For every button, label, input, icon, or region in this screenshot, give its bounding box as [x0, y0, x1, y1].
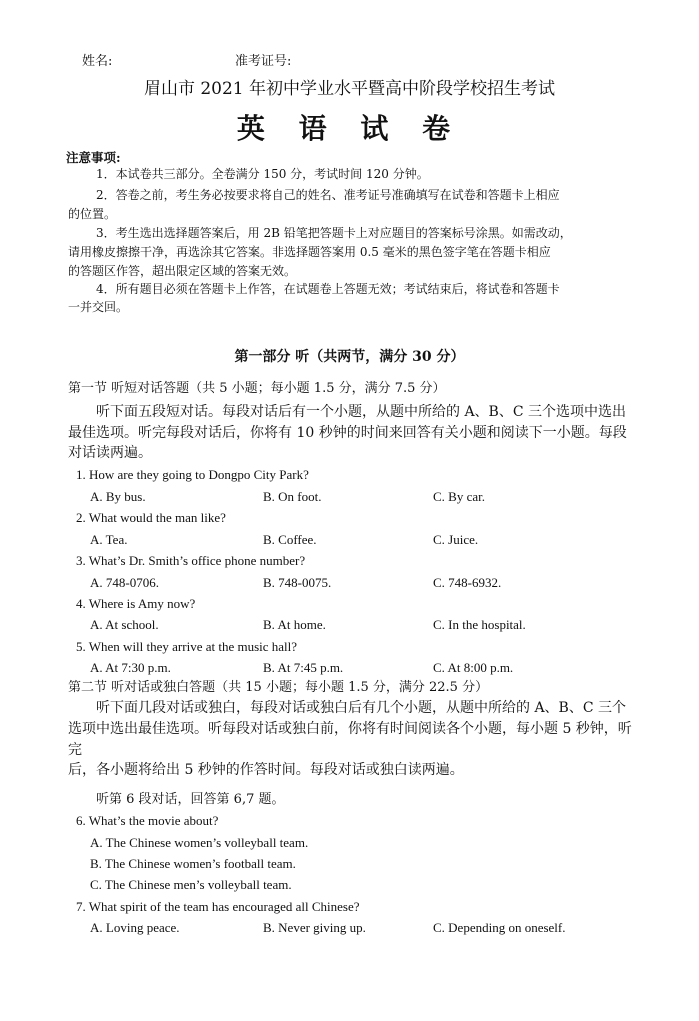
notice-line: 3．考生选出选择题答案后，用 2B 铅笔把答题卡上对应题目的答案标号涂黑。如需改动，	[96, 226, 572, 240]
section-two-instruction: 听下面几段对话或独白，每段对话或独白后有几个小题，从题中所给的 A、B、C 三个	[96, 700, 627, 716]
notice-line: 请用橡皮擦擦干净，再选涂其它答案。非选择题答案用 0.5 毫米的黑色签字笔在答题卡相应	[68, 245, 551, 259]
exam-number-label: 准考证号:	[235, 54, 292, 69]
section-one-instruction: 对话读两遍。	[68, 445, 152, 461]
section-two-instruction: 完	[68, 742, 82, 758]
question-6-option-c: C. The Chinese men’s volleyball team.	[90, 877, 292, 892]
question-1-option-b: B. On foot.	[263, 489, 322, 504]
notice-heading: 注意事项:	[66, 150, 121, 165]
section-two-instruction: 后，各小题将给出 5 秒钟的作答时间。每段对话或独白读两遍。	[68, 762, 464, 778]
question-3-option-b: B. 748-0075.	[263, 575, 332, 590]
section-two-heading: 第二节 听对话或独白答题（共 15 小题；每小题 1.5 分，满分 22.5 分）	[68, 680, 489, 695]
question-1: 1. How are they going to Dongpo City Park?	[76, 467, 309, 482]
part-one-title: 第一部分 听（共两节，满分 30 分）	[234, 349, 465, 365]
section-one-heading: 第一节 听短对话答题（共 5 小题；每小题 1.5 分，满分 7.5 分）	[68, 381, 446, 396]
question-1-option-c: C. By car.	[433, 489, 485, 504]
notice-line: 4．所有题目必须在答题卡上作答，在试题卷上答题无效；考试结束后，将试卷和答题卡	[96, 282, 560, 296]
listening-note: 听第 6 段对话，回答第 6,7 题。	[96, 792, 285, 807]
question-6-option-b: B. The Chinese women’s football team.	[90, 856, 296, 871]
question-2-option-c: C. Juice.	[433, 532, 479, 547]
question-4-option-c: C. In the hospital.	[433, 617, 526, 632]
question-2: 2. What would the man like?	[76, 510, 226, 525]
notice-line: 2．答卷之前，考生务必按要求将自己的姓名、准考证号准确填写在试卷和答题卡上相应	[96, 188, 560, 202]
question-3: 3. What’s Dr. Smith’s office phone number?	[76, 553, 306, 568]
question-2-option-a: A. Tea.	[90, 532, 128, 547]
question-5: 5. When will they arrive at the music hall?	[76, 639, 298, 654]
question-4: 4. Where is Amy now?	[76, 596, 196, 611]
question-4-option-b: B. At home.	[263, 617, 326, 632]
question-1-option-a: A. By bus.	[90, 489, 146, 504]
name-label: 姓名:	[82, 54, 113, 69]
question-3-option-c: C. 748-6932.	[433, 575, 502, 590]
notice-line: 的位置。	[68, 207, 117, 221]
question-2-option-b: B. Coffee.	[263, 532, 317, 547]
question-7-option-a: A. Loving peace.	[90, 920, 180, 935]
section-one-instruction: 最佳选项。听完每段对话后，你将有 10 秒钟的时间来回答有关小题和阅读下一小题。每段	[68, 425, 627, 441]
subject-title: 英 语 试 卷	[236, 112, 463, 145]
question-5-option-a: A. At 7:30 p.m.	[90, 660, 171, 675]
question-5-option-b: B. At 7:45 p.m.	[263, 660, 344, 675]
notice-line: 一并交回。	[68, 300, 129, 314]
question-7-option-b: B. Never giving up.	[263, 920, 366, 935]
notice-line: 的答题区作答，超出限定区域的答案无效。	[68, 264, 297, 278]
notice-line: 1．本试卷共三部分。全卷满分 150 分，考试时间 120 分钟。	[96, 167, 429, 181]
section-one-instruction: 听下面五段短对话。每段对话后有一个小题，从题中所给的 A、B、C 三个选项中选出	[96, 404, 627, 420]
exam-title-line: 眉山市 2021 年初中学业水平暨高中阶段学校招生考试	[143, 79, 556, 99]
question-4-option-a: A. At school.	[90, 617, 159, 632]
question-3-option-a: A. 748-0706.	[90, 575, 159, 590]
question-7-option-c: C. Depending on oneself.	[433, 920, 566, 935]
question-7: 7. What spirit of the team has encouraged all Chinese?	[76, 899, 360, 914]
section-two-instruction: 选项中选出最佳选项。听每段对话或独白前，你将有时间阅读各个小题，每小题 5 秒钟，听	[68, 721, 632, 737]
question-6: 6. What’s the movie about?	[76, 813, 219, 828]
question-5-option-c: C. At 8:00 p.m.	[433, 660, 514, 675]
question-6-option-a: A. The Chinese women’s volleyball team.	[90, 835, 309, 850]
